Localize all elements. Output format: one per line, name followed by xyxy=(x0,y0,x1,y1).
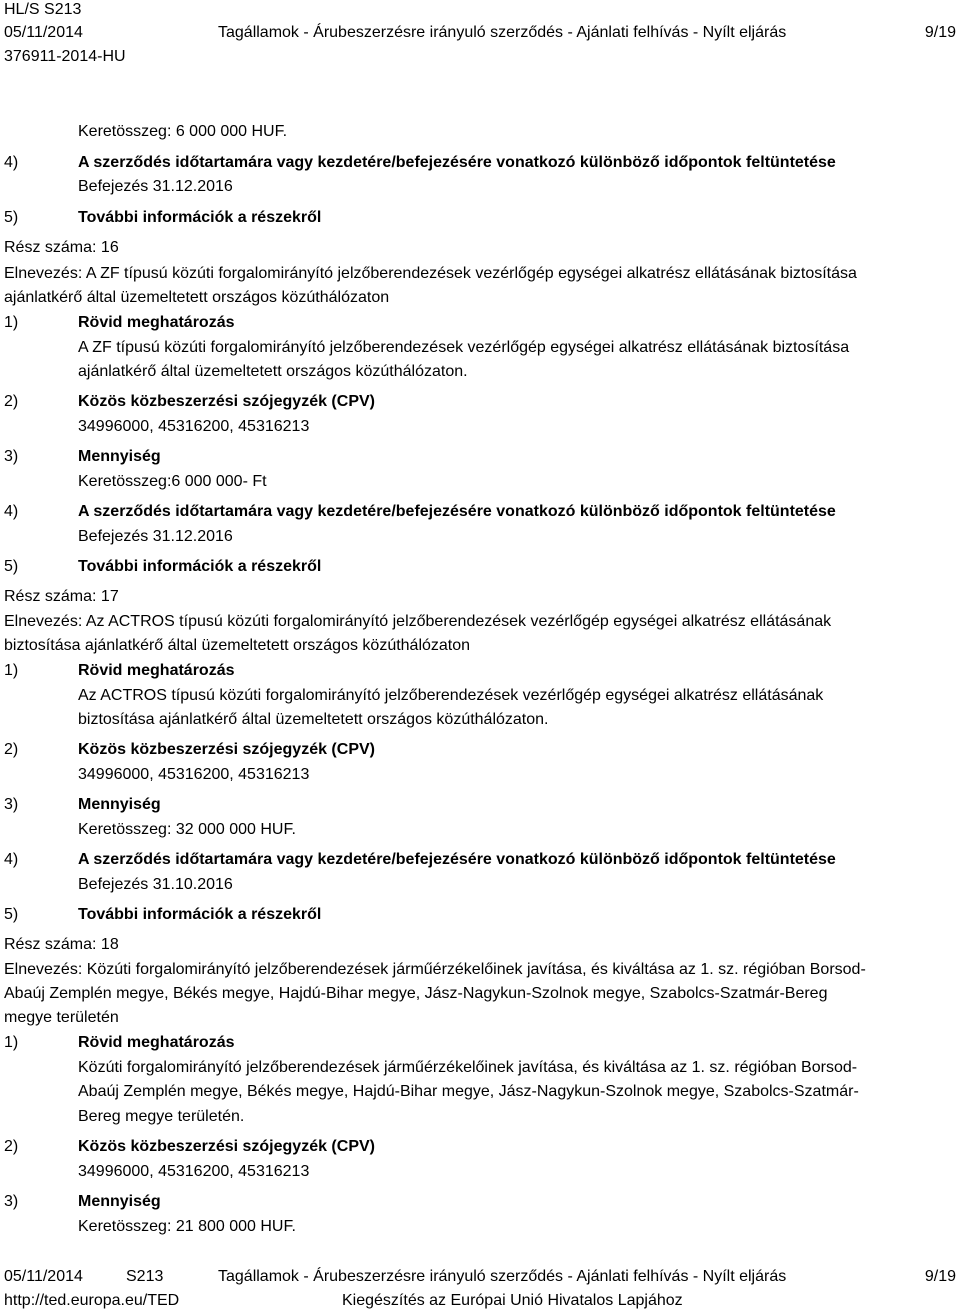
part18-s3-number: 3) xyxy=(4,1193,19,1210)
part18-s2-heading: Közös közbeszerzési szójegyzék (CPV) xyxy=(78,1138,375,1155)
part16-s2-value: 34996000, 45316200, 45316213 xyxy=(78,418,310,435)
part17-s4-heading: A szerződés időtartamára vagy kezdetére/befejezésére vonatkozó különböző időpontok feltüntetése xyxy=(78,851,836,868)
part18-s1-line2: Abaúj Zemplén megye, Békés megye, Hajdú-Bihar megye, Jász-Nagykun-Szolnok megye, Szabolcs-Szatmár- xyxy=(78,1083,859,1100)
part17-s2-number: 2) xyxy=(4,741,19,758)
part17-s5-heading: További információk a részekről xyxy=(78,906,322,923)
part16-s1-line1: A ZF típusú közúti forgalomirányító jelzőberendezések vezérlőgép egységei alkatrész ellátásának biztosítása xyxy=(78,339,850,356)
footer-title: Tagállamok - Árubeszerzésre irányuló szerződés - Ajánlati felhívás - Nyílt eljárás xyxy=(218,1268,787,1285)
part17-s4-value: Befejezés 31.10.2016 xyxy=(78,876,233,893)
part16-s2-number: 2) xyxy=(4,393,19,410)
part16-s5-number: 5) xyxy=(4,558,19,575)
part16-s1-number: 1) xyxy=(4,314,19,331)
part16-s4-value: Befejezés 31.12.2016 xyxy=(78,528,233,545)
part16-s2-heading: Közös közbeszerzési szójegyzék (CPV) xyxy=(78,393,375,410)
part18-s1-heading: Rövid meghatározás xyxy=(78,1034,235,1051)
footer-ref: S213 xyxy=(126,1268,164,1285)
part18-s2-value: 34996000, 45316200, 45316213 xyxy=(78,1163,310,1180)
top-item4-heading: A szerződés időtartamára vagy kezdetére/befejezésére vonatkozó különböző időpontok feltüntetése xyxy=(78,154,836,171)
part18-s1-line3: Bereg megye területén. xyxy=(78,1108,245,1125)
part17-s2-heading: Közös közbeszerzési szójegyzék (CPV) xyxy=(78,741,375,758)
part17-s5-number: 5) xyxy=(4,906,19,923)
part17-name-line2: biztosítása ajánlatkérő által üzemeltetett országos közúthálózaton xyxy=(4,637,471,654)
part17-s3-number: 3) xyxy=(4,796,19,813)
part17-s1-line2: biztosítása ajánlatkérő által üzemeltetett országos közúthálózaton. xyxy=(78,711,549,728)
part16-number: Rész száma: 16 xyxy=(4,239,119,256)
header-doc-number: 376911-2014-HU xyxy=(4,48,126,65)
top-quantity-value: Keretösszeg: 6 000 000 HUF. xyxy=(78,123,288,140)
part17-s1-heading: Rövid meghatározás xyxy=(78,662,235,679)
footer-supplement: Kiegészítés az Európai Unió Hivatalos Lapjához xyxy=(342,1292,683,1309)
part17-s1-line1: Az ACTROS típusú közúti forgalomirányító jelzőberendezések vezérlőgép egységei alkatrész ellátásának xyxy=(78,687,824,704)
part17-s4-number: 4) xyxy=(4,851,19,868)
footer-date: 05/11/2014 xyxy=(4,1268,83,1285)
header-date: 05/11/2014 xyxy=(4,24,83,41)
top-item5-heading: További információk a részekről xyxy=(78,209,322,226)
part17-number: Rész száma: 17 xyxy=(4,588,119,605)
part18-number: Rész száma: 18 xyxy=(4,936,119,953)
part16-s3-value: Keretösszeg:6 000 000- Ft xyxy=(78,473,267,490)
header-page-number: 9/19 xyxy=(924,24,956,41)
part16-s4-number: 4) xyxy=(4,503,19,520)
part18-s2-number: 2) xyxy=(4,1138,19,1155)
part18-s3-heading: Mennyiség xyxy=(78,1193,161,1210)
part17-name-line1: Elnevezés: Az ACTROS típusú közúti forgalomirányító jelzőberendezések vezérlőgép egységei alkatrész ellátásának xyxy=(4,613,832,630)
part18-name-line2: Abaúj Zemplén megye, Békés megye, Hajdú-Bihar megye, Jász-Nagykun-Szolnok megye, Szabolcs-Szatmár-Bereg xyxy=(4,985,828,1002)
part18-name-line3: megye területén xyxy=(4,1009,119,1026)
footer-page-number: 9/19 xyxy=(924,1268,956,1285)
part16-s3-number: 3) xyxy=(4,448,19,465)
part17-s1-number: 1) xyxy=(4,662,19,679)
part17-s3-heading: Mennyiség xyxy=(78,796,161,813)
part17-s2-value: 34996000, 45316200, 45316213 xyxy=(78,766,310,783)
footer-url-link[interactable]: http://ted.europa.eu/TED xyxy=(4,1292,180,1309)
top-item5-number: 5) xyxy=(4,209,19,226)
top-item4-number: 4) xyxy=(4,154,19,171)
top-item4-value: Befejezés 31.12.2016 xyxy=(78,178,233,195)
header-ref: HL/S S213 xyxy=(4,1,82,18)
part18-s1-line1: Közúti forgalomirányító jelzőberendezések járműérzékelőinek javítása, és kiváltása az 1. sz. régióban Borsod- xyxy=(78,1059,858,1076)
part16-s1-line2: ajánlatkérő által üzemeltetett országos közúthálózaton. xyxy=(78,363,468,380)
header-title: Tagállamok - Árubeszerzésre irányuló szerződés - Ajánlati felhívás - Nyílt eljárás xyxy=(218,24,787,41)
part18-s1-number: 1) xyxy=(4,1034,19,1051)
part16-s4-heading: A szerződés időtartamára vagy kezdetére/befejezésére vonatkozó különböző időpontok feltüntetése xyxy=(78,503,836,520)
part16-name-line2: ajánlatkérő által üzemeltetett országos közúthálózaton xyxy=(4,289,390,306)
part16-name-line1: Elnevezés: A ZF típusú közúti forgalomirányító jelzőberendezések vezérlőgép egységei alkatrész ellátásának biztosítása xyxy=(4,265,857,282)
part16-s3-heading: Mennyiség xyxy=(78,448,161,465)
part18-s3-value: Keretösszeg: 21 800 000 HUF. xyxy=(78,1218,296,1235)
part16-s1-heading: Rövid meghatározás xyxy=(78,314,235,331)
part18-name-line1: Elnevezés: Közúti forgalomirányító jelzőberendezések járműérzékelőinek javítása, és kiváltása az 1. sz. régióban Borsod- xyxy=(4,961,866,978)
part16-s5-heading: További információk a részekről xyxy=(78,558,322,575)
part17-s3-value: Keretösszeg: 32 000 000 HUF. xyxy=(78,821,296,838)
